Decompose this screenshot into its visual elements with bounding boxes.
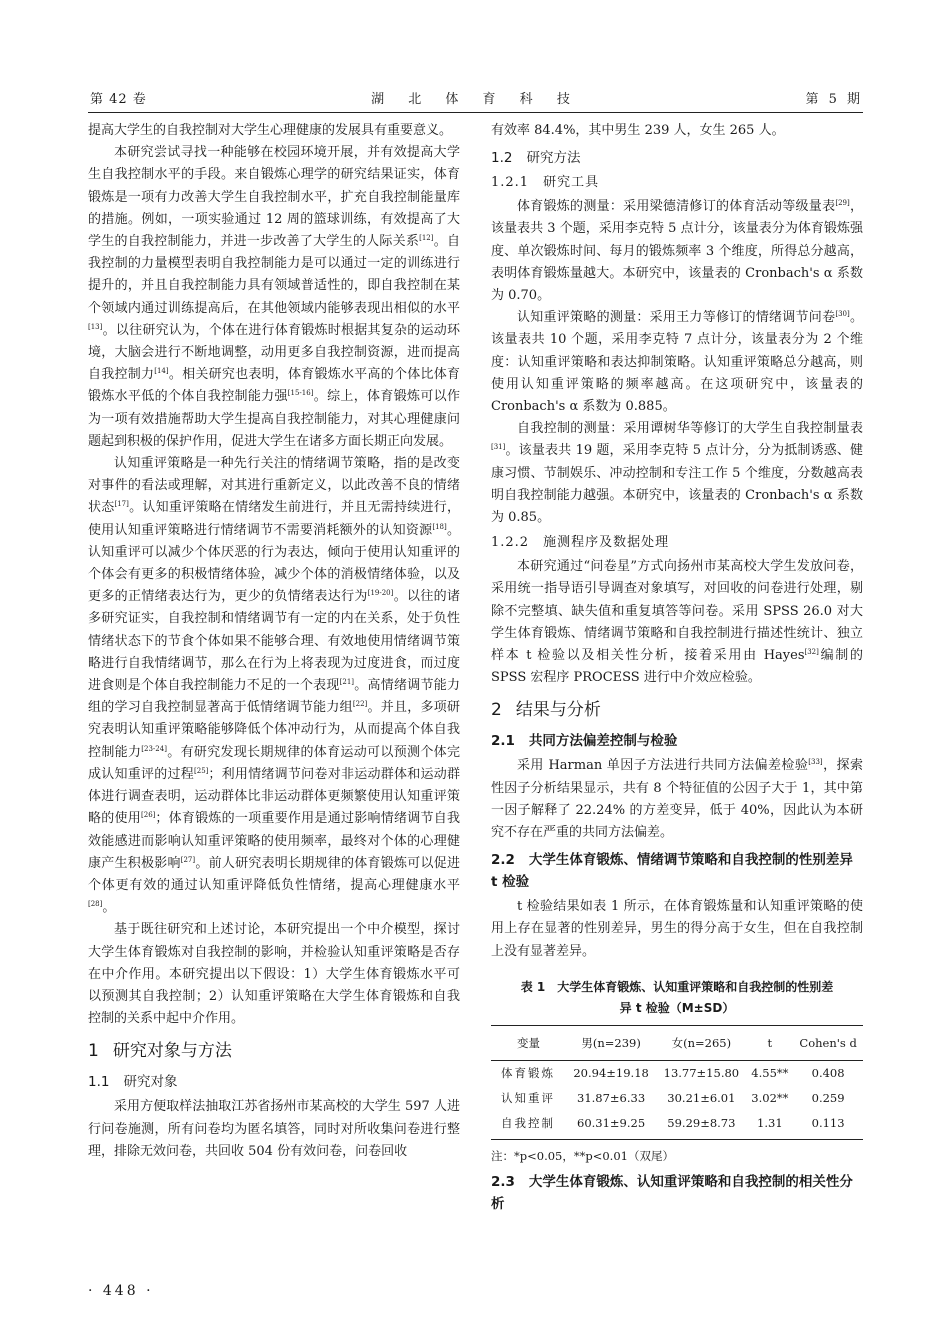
subsubsection-heading: 1.2.2 施测程序及数据处理	[491, 535, 670, 551]
paragraph: 基于既往研究和上述讨论，本研究提出一个中介模型，探讨大学生体育锻炼对自我控制的影响，并检验认知重评策略是否存在中介作用。本研究提出以下假设：1）大学生体育锻炼水平可以预测其自我控制；2）认知重评策略在大学生体育锻炼和自我控制的关系中起中介作用。	[88, 922, 460, 1027]
table-cell: 13.77±15.80	[663, 1066, 740, 1081]
table-cell: 31.87±6.33	[577, 1091, 646, 1106]
citation-ref: [15-16]	[287, 389, 314, 398]
table-cell: 30.21±6.01	[667, 1091, 736, 1106]
citation-ref: [22]	[352, 700, 368, 709]
citation-ref: [29]	[835, 199, 850, 208]
header-rule	[88, 112, 863, 113]
table-cell: 20.94±19.18	[573, 1066, 649, 1081]
citation-ref: [13]	[88, 322, 103, 331]
paragraph: 采用方便取样法抽取江苏省扬州市某高校的大学生 597 人进行问卷施测，所有问卷均为匿名填答，同时对所收集问卷进行整理，排除无效问卷，共回收 504 份有效问卷，问卷回收	[88, 1099, 460, 1159]
column-header: t	[747, 1025, 794, 1060]
paragraph: 提高大学生的自我控制对大学生心理健康的发展具有重要意义。	[88, 123, 453, 138]
paragraph: 本研究通过“问卷星”方式向扬州市某高校大学生发放问卷，采用统一指导语引导调查对象填写，对回收的问卷进行处理，剔除不完整填、缺失值和重复填答等问卷。采用 SPSS 26.0 对大学生体育锻炼、情绪调节策略和自我控制进行描述性统计、独立样本 t 检验以及相关性分析，接着采用由 Hayes[32]编制的 SPSS 宏程序 PROCESS 进行中介效应检验。	[491, 559, 863, 686]
subsection-heading: 2.1 共同方法偏差控制与检验	[491, 733, 678, 750]
citation-ref: [18]	[432, 522, 447, 531]
paragraph: 认知重评策略的测量：采用王力等修订的情绪调节问卷[30]。该量表共 10 个题，采用李克特 7 点计分，该量表分为 2 个维度：认知重评策略和表达抑制策略。认知重评策略总分越高，则使用认知重评策略的频率越高。在这项研究中，该量表的 Cronbach's α 系数为 0.885。	[491, 310, 863, 415]
issue-label: 第 5 期	[805, 92, 863, 107]
table-cell: 4.55**	[751, 1066, 789, 1081]
paragraph: 采用 Harman 单因子方法进行共同方法偏差检验[33]，探索性因子分析结果显示，共有 8 个特征值的公因子大于 1，其中第一因子解释了 22.24% 的方差变异，低于 40%，因此认为本研究不存在严重的共同方法偏差。	[491, 758, 863, 841]
journal-title: 湖 北 体 育 科 技	[371, 92, 580, 107]
paragraph: 认知重评策略是一种先行关注的情绪调节策略，指的是改变对事件的看法或理解，对其进行重新定义，以此改善不良的情绪状态[17]。认知重评策略在情绪发生前进行，并且无需持续进行，使用认知重评策略进行情绪调节不需要消耗额外的认知资源[18]。认知重评可以减少个体厌恶的行为表达，倾向于使用认知重评的个体会有更多的积极情绪体验，减少个体的消极情绪体验，以及更多的正情绪表达行为，更少的负情绪表达行为[19-20]。以往的诸多研究证实，自我控制和情绪调节有一定的内在关系，处于负性情绪状态下的节食个体如果不能够合理、有效地使用情绪调节策略进行自我情绪调节，那么在行为上将表现为过度进食，而过度进食则是个体自我控制能力不足的一个表现[21]。高情绪调节能力组的学习自我控制显著高于低情绪调节能力组[22]。并且，多项研究表明认知重评策略能够降低个体冲动行为，从而提高个体自我控制能力[23-24]。有研究发现长期规律的体育运动可以预测个体完成认知重评的过程[25]；利用情绪调节问卷对非运动群体和运动群体进行调查表明，运动群体比非运动群体更频繁使用认知重评策略的使用[26]；体育锻炼的一项重要作用是通过影响情绪调节自我效能感进而影响认知重评策略的使用频率，最终对个体的心理健康产生积极影响[27]。前人研究表明长期规律的体育锻炼可以促进个体更有效的通过认知重评降低负性情绪，提高心理健康水平[28]。	[88, 456, 460, 916]
citation-ref: [31]	[491, 443, 506, 452]
column-header: 男(n=239)	[566, 1025, 656, 1060]
right-column	[491, 120, 863, 1218]
citation-ref: [17]	[114, 500, 129, 509]
table-row	[491, 1086, 863, 1111]
table-row	[491, 1061, 863, 1087]
table-cell: 0.113	[793, 1111, 863, 1140]
table-cell: 0.408	[811, 1066, 845, 1081]
table-cell: 认知重评	[501, 1091, 555, 1106]
table-cell: 3.02**	[751, 1091, 789, 1106]
subsubsection-heading: 1.2.1 研究工具	[491, 175, 600, 191]
citation-ref: [14]	[154, 367, 169, 376]
paragraph: 体育锻炼的测量：采用梁德清修订的体育活动等级量表[29]，该量表共 3 个题，采用李克特 5 点计分，该量表分为体育锻炼强度、单次锻炼时间、每月的锻炼频率 3 个维度，所得总分越高，表明体育锻炼量越大。本研究中，该量表的 Cronbach's α 系数为 0.70。	[491, 199, 863, 304]
citation-ref: [23-24]	[141, 744, 167, 753]
paragraph: 本研究尝试寻找一种能够在校园环境开展，并有效提高大学生自我控制水平的手段。来自锻炼心理学的研究结果证实，体育锻炼是一项有力改善大学生自我控制水平，扩充自我控制能量库的措施。例如，一项实验通过 12 周的篮球训练，有效提高了大学生的自我控制能力，并进一步改善了大学生的人际关系[12]。自我控制的力量模型表明自我控制能力是可以通过一定的训练进行提升的，并且自我控制能力具有领域普适性的，即自我控制在某个领域内通过训练提高后，在其他领域内能够表现出相似的水平[13]。以往研究认为，个体在进行体育锻炼时根据其复杂的运动环境，大脑会进行不断地调整，动用更多自我控制资源，进而提高自我控制力[14]。相关研究也表明，体育锻炼水平高的个体比体育锻炼水平低的个体自我控制能力强[15-16]。综上，体育锻炼可以作为一项有效措施帮助大学生提高自我控制能力，对其心理健康问题起到积极的保护作用，促进大学生在诸多方面长期正向发展。	[88, 145, 460, 449]
table-cell: 0.259	[811, 1091, 845, 1106]
left-column	[88, 120, 460, 1163]
column-header: 女(n=265)	[656, 1025, 746, 1060]
paragraph: 有效率 84.4%，其中男生 239 人，女生 265 人。	[491, 123, 785, 138]
paragraph: t 检验结果如表 1 所示，在体育锻炼量和认知重评策略的使用上存在显著的性别差异，男生的得分高于女生，但在自我控制上没有显著差异。	[491, 899, 863, 959]
citation-ref: [28]	[88, 900, 103, 909]
results-table	[491, 1025, 863, 1140]
table-row	[491, 1111, 863, 1140]
column-header: 变量	[491, 1025, 566, 1060]
citation-ref: [21]	[339, 678, 355, 687]
volume-label: 第 42 卷	[90, 92, 147, 107]
table-cell: 60.31±9.25	[566, 1111, 656, 1140]
citation-ref: [19-20]	[367, 589, 394, 598]
table-cell: 1.31	[747, 1111, 794, 1140]
table-cell: 自我控制	[491, 1111, 566, 1140]
section-heading: 1 研究对象与方法	[88, 1041, 232, 1062]
running-header	[88, 88, 863, 106]
subsection-heading: 2.2 大学生体育锻炼、情绪调节策略和自我控制的性别差异 t 检验	[491, 852, 853, 891]
citation-ref: [25]	[194, 766, 209, 775]
citation-ref: [27]	[180, 855, 196, 864]
subsection-heading: 1.1 研究对象	[88, 1074, 178, 1091]
subsection-heading: 1.2 研究方法	[491, 150, 581, 167]
paragraph: 自我控制的测量：采用谭树华等修订的大学生自我控制量表[31]。该量表共 19 题，采用李克特 5 点计分，分为抵制诱惑、健康习惯、节制娱乐、冲动控制和专注工作 5 个维度，分数越高表明自我控制能力越强。本研究中，该量表的 Cronbach's α 系数为 0.85。	[491, 421, 863, 526]
citation-ref: [33]	[808, 758, 823, 767]
citation-ref: [12]	[419, 234, 434, 243]
citation-ref: [30]	[835, 310, 850, 319]
page-number: · 448 ·	[88, 1283, 154, 1299]
table-note: 注：*p<0.05，**p<0.01（双尾）	[491, 1149, 674, 1164]
citation-ref: [26]	[141, 811, 156, 820]
table-cell: 体育锻炼	[501, 1066, 555, 1081]
section-heading: 2 结果与分析	[491, 700, 601, 721]
citation-ref: [32]	[804, 648, 819, 657]
column-header: Cohen's d	[793, 1025, 863, 1060]
subsection-heading: 2.3 大学生体育锻炼、认知重评策略和自我控制的相关性分析	[491, 1174, 853, 1213]
table-caption: 表 1 大学生体育锻炼、认知重评策略和自我控制的性别差 异 t 检验（M±SD）	[520, 979, 834, 1015]
table-cell: 59.29±8.73	[656, 1111, 746, 1140]
table-header-row	[491, 1025, 863, 1060]
